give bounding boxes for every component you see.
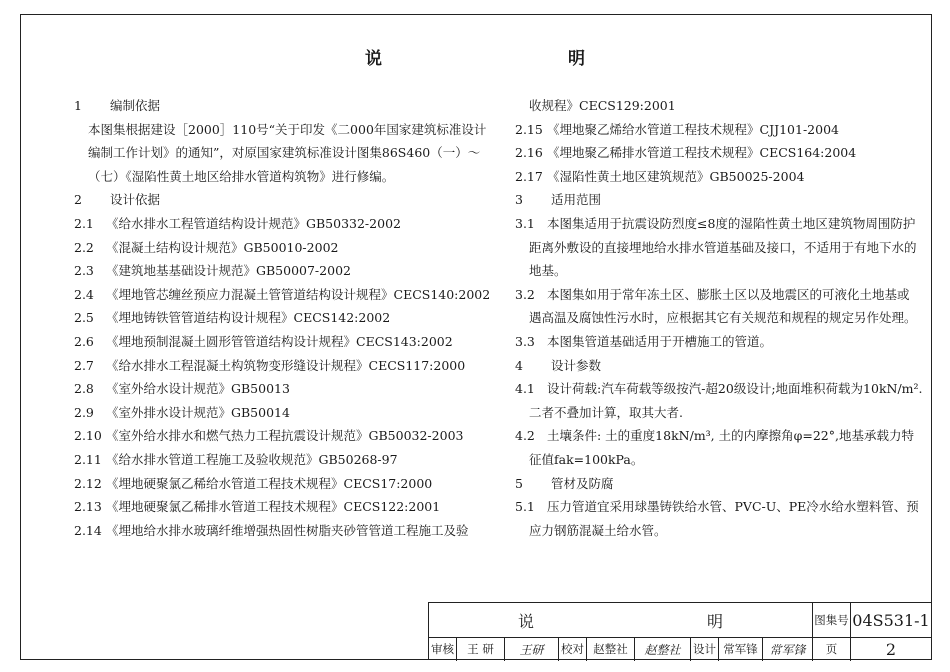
item-number: 3.3 — [515, 333, 535, 349]
item-number: 2.10 — [74, 428, 102, 444]
review-label: 审核 — [429, 637, 457, 661]
section-heading — [515, 354, 920, 378]
text-line — [74, 519, 469, 543]
item-number: 4.1 — [515, 381, 535, 397]
section-heading — [515, 472, 920, 496]
item-number: 2.6 — [74, 333, 94, 349]
item-text: 应力钢筋混凝土给水管。 — [529, 522, 667, 538]
text-line — [74, 165, 464, 189]
text-line — [74, 236, 464, 260]
page-label: 页 — [813, 637, 851, 661]
item-text: 设计参数 — [551, 357, 602, 373]
text-line — [515, 165, 920, 189]
text-line — [515, 141, 920, 165]
item-text: 《混凝土结构设计规范》GB50010-2002 — [106, 239, 339, 255]
item-text: 《埋地聚乙烯给水管道工程技术规程》CJJ101-2004 — [547, 121, 839, 137]
item-text: 设计荷载:汽车荷载等级按汽-超20级设计;地面堆积荷载为10kN/m². — [547, 381, 923, 397]
text-line — [515, 236, 920, 260]
text-line — [74, 259, 464, 283]
text-line — [74, 354, 464, 378]
text-line — [515, 377, 923, 401]
item-number: 2.14 — [74, 522, 102, 538]
item-number: 2.16 — [515, 145, 543, 161]
item-text: 《埋地硬聚氯乙稀给水管道工程技术规程》CECS17:2000 — [106, 475, 433, 491]
item-text: 《埋地管芯缠丝预应力混凝土管管道结构设计规程》CECS140:2002 — [106, 286, 491, 302]
designer-name: 常军锋 — [719, 637, 763, 661]
item-number: 2.1 — [74, 215, 94, 231]
reviewer-signature: 王研 — [505, 637, 559, 661]
item-number: 2.9 — [74, 404, 94, 420]
text-line — [515, 330, 920, 354]
text-line — [74, 472, 464, 496]
item-number: 4.2 — [515, 428, 535, 444]
text-line — [515, 424, 920, 448]
item-text: 《室外排水设计规范》GB50014 — [106, 404, 290, 420]
fig-no: 04S531-1 — [852, 610, 930, 630]
item-text: 《埋地铸铁管管道结构设计规程》CECS142:2002 — [106, 310, 391, 326]
item-text: 二者不叠加计算，取其大者. — [529, 404, 683, 420]
item-text: 本图集如用于常年冻土区、膨胀土区以及地震区的可液化土地基或 — [547, 286, 910, 302]
item-text: 地基。 — [529, 263, 567, 279]
item-text: 征值fak=100kPa。 — [529, 451, 644, 467]
item-text: 适用范围 — [551, 192, 602, 208]
text-line — [515, 401, 920, 425]
checker-name: 赵整社 — [587, 637, 635, 661]
item-number: 2.12 — [74, 475, 102, 491]
item-number: 1 — [74, 98, 82, 113]
item-number: 5.1 — [515, 499, 535, 515]
text-line — [515, 495, 920, 519]
text-line — [515, 519, 920, 543]
item-text: 收规程》CECS129:2001 — [529, 98, 676, 113]
item-text: 本图集适用于抗震设防烈度≤8度的湿陷性黄土地区建筑物周围防护 — [547, 215, 916, 231]
item-text: 遇高温及腐蚀性污水时，应根据其它有关规范和规程的规定另作处理。 — [529, 310, 917, 326]
item-text: 《埋地预制混凝土圆形管管道结构设计规程》CECS143:2002 — [106, 333, 453, 349]
text-line — [74, 495, 464, 519]
reviewer-name: 王 研 — [457, 637, 505, 661]
item-text: （七）《湿陷性黄土地区给排水管道构筑物》进行修编。 — [88, 168, 395, 184]
item-text: 《埋地聚乙稀排水管道工程技术规程》CECS164:2004 — [547, 145, 857, 161]
item-number: 2 — [74, 192, 82, 208]
item-number: 3.2 — [515, 286, 535, 302]
designer-signature: 常军锋 — [763, 637, 813, 661]
item-number: 2.13 — [74, 499, 102, 515]
item-text: 《室外给水设计规范》GB50013 — [106, 381, 290, 397]
item-number: 2.5 — [74, 310, 94, 326]
title-block-row-top — [429, 603, 932, 638]
text-line — [515, 118, 920, 142]
text-line — [515, 306, 920, 330]
item-number: 2.4 — [74, 286, 94, 302]
item-text: 《湿陷性黄土地区建筑规范》GB50025-2004 — [547, 168, 805, 184]
page-title: 说 明 — [365, 49, 675, 69]
item-number: 4 — [515, 357, 523, 373]
text-line — [74, 424, 464, 448]
text-line — [74, 401, 464, 425]
text-line — [515, 212, 920, 236]
item-text: 《室外给水排水和燃气热力工程抗震设计规范》GB50032-2003 — [106, 428, 464, 444]
text-line — [74, 118, 487, 142]
fig-no-label: 图集号 — [813, 603, 851, 637]
page-number: 2 — [885, 639, 897, 659]
text-line — [74, 377, 464, 401]
text-line — [74, 283, 491, 307]
item-number: 2.7 — [74, 357, 94, 373]
item-text: 管材及防腐 — [551, 475, 614, 491]
title-block — [428, 602, 932, 660]
item-text: 《埋地给水排水玻璃纤维增强热固性树脂夹砂管管道工程施工及验 — [106, 522, 469, 538]
item-text: 《埋地硬聚氯乙稀排水管道工程技术规程》CECS122:2001 — [106, 499, 441, 515]
item-number: 2.17 — [515, 168, 543, 184]
item-text: 编制工作计划》的通知”，对原国家建筑标准设计图集86S460（一）～ — [88, 145, 481, 161]
item-text: 本图集根据建设［2000］110号“关于印发《二000年国家建筑标准设计 — [88, 121, 487, 137]
item-text: 压力管道宜采用球墨铸铁给水管、PVC-U、PE冷水给水塑料管、预 — [547, 499, 919, 515]
item-number: 2.11 — [74, 451, 102, 467]
text-line — [74, 448, 464, 472]
check-label: 校对 — [559, 637, 587, 661]
item-text: 编制依据 — [110, 98, 161, 113]
item-text: 《给水排水工程混凝土构筑物变形缝设计规程》CECS117:2000 — [106, 357, 466, 373]
section-heading — [74, 94, 464, 118]
checker-signature: 赵整社 — [635, 637, 691, 661]
text-line — [515, 259, 920, 283]
text-line — [74, 141, 481, 165]
item-number: 3.1 — [515, 215, 535, 231]
text-line — [74, 306, 464, 330]
item-number: 2.15 — [515, 121, 543, 137]
item-number: 3 — [515, 192, 523, 208]
text-line — [74, 212, 464, 236]
right-column — [515, 94, 923, 542]
item-text: 设计依据 — [110, 192, 161, 208]
item-text: 《建筑地基基础设计规范》GB50007-2002 — [106, 263, 351, 279]
item-number: 5 — [515, 475, 523, 491]
item-text: 距离外敷设的直接埋地给水排水管道基础及接口，不适用于有地下水的 — [529, 239, 917, 255]
text-line — [515, 448, 920, 472]
item-text: 本图集管道基础适用于开槽施工的管道。 — [547, 333, 773, 349]
item-text: 土壤条件: 土的重度18kN/m³, 土的内摩擦角φ=22°,地基承载力特 — [547, 428, 914, 444]
item-number: 2.2 — [74, 239, 94, 255]
section-heading — [515, 188, 920, 212]
design-label: 设计 — [691, 637, 719, 661]
text-line — [74, 330, 464, 354]
item-text: 《给水排水管道工程施工及验收规范》GB50268-97 — [106, 451, 398, 467]
section-heading — [74, 188, 464, 212]
item-text: 《给水排水工程管道结构设计规范》GB50332-2002 — [106, 215, 401, 231]
item-number: 2.8 — [74, 381, 94, 397]
text-line — [515, 283, 920, 307]
title-block-title: 说 明 — [429, 603, 813, 637]
item-number: 2.3 — [74, 263, 94, 279]
text-line — [515, 94, 920, 118]
title-block-row-bottom — [429, 637, 932, 661]
left-column — [74, 94, 491, 542]
